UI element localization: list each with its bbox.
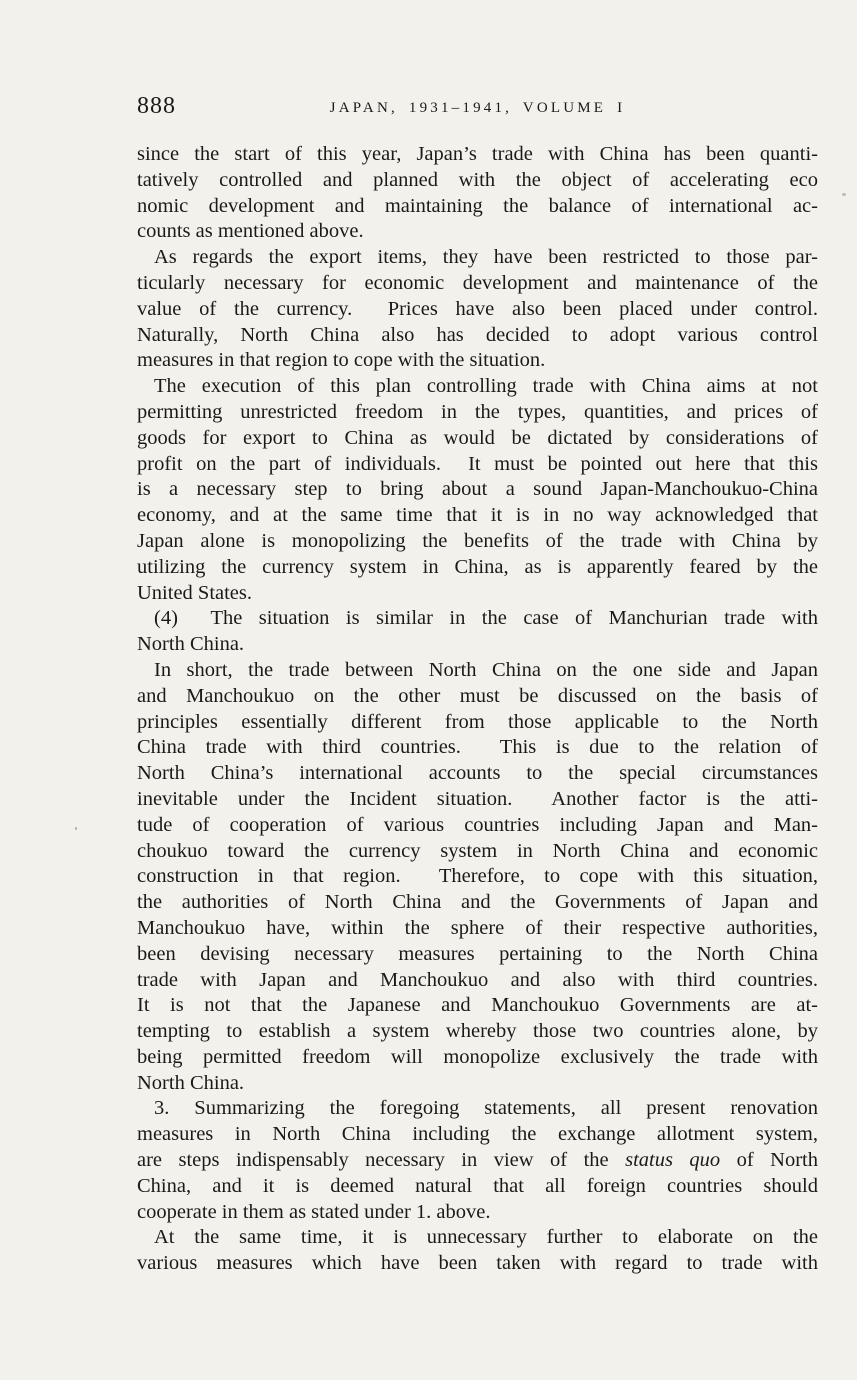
text-line: measures in that region to cope with the situation.: [137, 349, 546, 372]
text-segment: of North: [720, 1149, 819, 1172]
text-line: 3. Summarizing the foregoing statements, all present renovation: [154, 1097, 818, 1120]
text-line: [137, 1148, 818, 1174]
text-line: North China.: [137, 1071, 245, 1094]
paragraph: [137, 606, 818, 658]
scan-speck: [75, 827, 77, 830]
text-line: goods for export to China as would be dictated by considerations of: [137, 426, 818, 449]
text-line: United States.: [137, 581, 253, 604]
text-line: since the start of this year, Japan’s trade with China has been quanti-: [137, 143, 818, 165]
text-line: value of the currency. Prices have also been placed under control.: [137, 297, 818, 320]
text-line: The execution of this plan controlling trade with China aims at not: [154, 375, 818, 398]
italic-phrase: status quo: [625, 1149, 721, 1172]
text-line: tempting to establish a system whereby those two countries alone, by: [137, 1020, 818, 1043]
text-line: permitting unrestricted freedom in the types, quantities, and prices of: [137, 400, 818, 423]
text-line: been devising necessary measures pertaining to the North China: [137, 942, 818, 965]
text-line: Naturally, North China also has decided to adopt various control: [137, 323, 818, 346]
text-line: is a necessary step to bring about a sound Japan-Manchoukuo-China: [137, 478, 818, 501]
text-line: ticularly necessary for economic development and maintenance of the: [137, 271, 818, 294]
paragraph: [137, 1096, 818, 1225]
text-line: measures in North China including the exchange allotment system,: [137, 1123, 818, 1146]
page-body: [137, 142, 818, 1277]
text-line: utilizing the currency system in China, as is apparently feared by the: [137, 555, 818, 578]
text-line: the authorities of North China and the Governments of Japan and: [137, 891, 818, 914]
text-line: North China.: [137, 633, 245, 656]
text-line: China trade with third countries. This is due to the relation of: [137, 736, 818, 759]
paragraph: [137, 1225, 818, 1277]
text-line: principles essentially different from those applicable to the North: [137, 710, 818, 733]
page-header: [137, 92, 818, 120]
text-line: cooperate in them as stated under 1. above.: [137, 1200, 491, 1223]
text-line: construction in that region. Therefore, to cope with this situation,: [137, 865, 818, 888]
text-line: inevitable under the Incident situation. Another factor is the atti-: [137, 787, 818, 810]
text-line: counts as mentioned above.: [137, 220, 364, 243]
text-line: (4) The situation is similar in the case of Manchurian trade with: [154, 607, 818, 630]
text-line: Manchoukuo have, within the sphere of their respective authorities,: [137, 916, 818, 939]
text-line: Japan alone is monopolizing the benefits of the trade with China by: [137, 529, 818, 552]
text-line: tatively controlled and planned with the object of accelerating eco: [137, 168, 818, 191]
paragraph: [137, 658, 818, 1097]
text-line: being permitted freedom will monopolize exclusively the trade with: [137, 1045, 818, 1068]
text-segment: are steps indispensably necessary in view of the: [137, 1149, 626, 1172]
paragraph: [137, 245, 818, 374]
text-line: China, and it is deemed natural that all foreign countries should: [137, 1174, 818, 1197]
page-number: 888: [137, 93, 176, 119]
text-line: In short, the trade between North China on the one side and Japan: [154, 658, 818, 681]
text-line: and Manchoukuo on the other must be discussed on the basis of: [137, 684, 818, 707]
text-line: various measures which have been taken with regard to trade with: [137, 1252, 818, 1275]
text-line: North China’s international accounts to the special circumstances: [137, 762, 818, 785]
text-line: As regards the export items, they have been restricted to those par-: [154, 246, 818, 269]
text-line: At the same time, it is unnecessary further to elaborate on the: [154, 1226, 818, 1249]
text-line: It is not that the Japanese and Manchoukuo Governments are at-: [137, 994, 818, 1017]
text-line: profit on the part of individuals. It must be pointed out here that this: [137, 452, 818, 475]
text-line: nomic development and maintaining the balance of international ac-: [137, 194, 818, 217]
text-line: economy, and at the same time that it is in no way acknowledged that: [137, 504, 818, 527]
text-line: choukuo toward the currency system in North China and economic: [137, 839, 818, 862]
paragraph: [137, 142, 818, 245]
scan-speck: [842, 193, 846, 196]
text-line: tude of cooperation of various countries including Japan and Man-: [137, 813, 818, 836]
text-line: trade with Japan and Manchoukuo and also with third countries.: [137, 968, 818, 991]
running-title: JAPAN, 1931–1941, VOLUME I: [329, 100, 626, 116]
paragraph: [137, 374, 818, 606]
